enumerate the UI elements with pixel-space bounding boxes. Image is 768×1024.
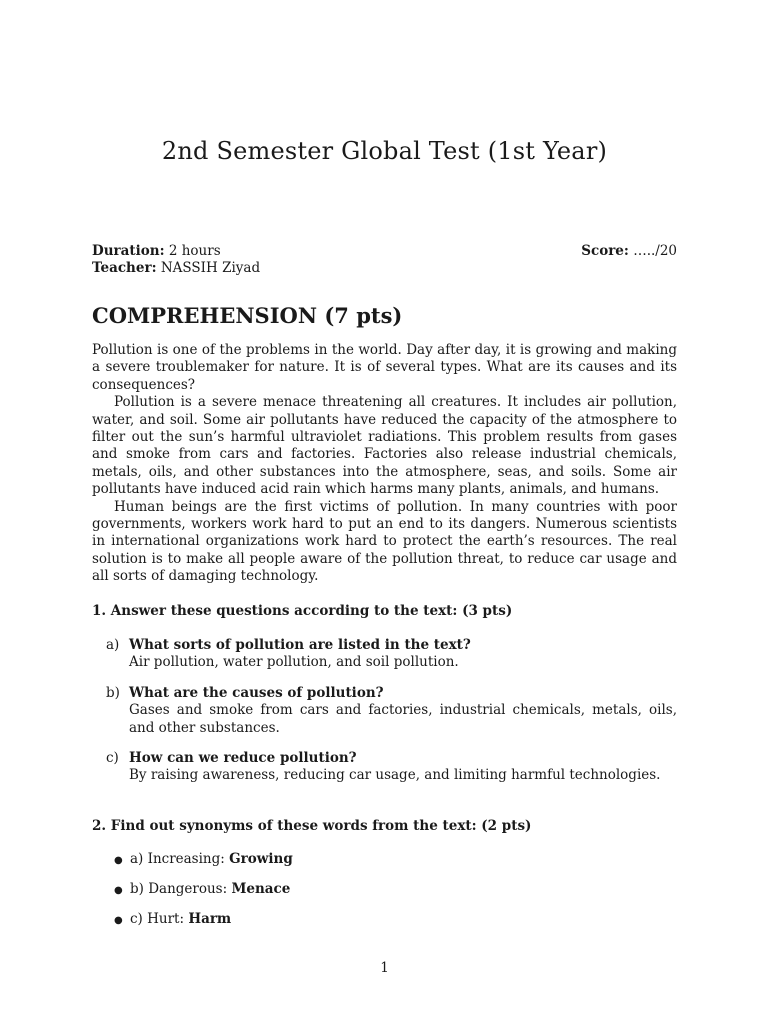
question-1c-answer: By raising awareness, reducing car usage, and limiting harmful technologies. [129,767,661,784]
score [581,243,677,260]
score-label: Score: [581,243,629,259]
synonym-b-answer: Menace [231,881,291,897]
exam-page [92,0,677,1024]
question-1c-body [129,750,677,785]
synonym-a-prompt: a) Increasing: [130,851,225,867]
page-number: 1 [380,960,389,976]
question-1a-answer: Air pollution, water pollution, and soil pollution. [129,654,459,671]
exam-title: 2nd Semester Global Test (1st Year) [161,137,608,165]
question-1b-body [129,685,677,737]
question-1b-answer: Gases and smoke from cars and factories, industrial chemicals, metals, oils, and other substances. [129,702,677,736]
question-1-heading: 1. Answer these questions according to the text: (3 pts) [92,603,513,619]
question-1c [106,750,677,785]
synonym-c-prompt: c) Hurt: [130,911,185,927]
teacher [92,260,260,277]
question-1a-letter: a) [106,637,120,653]
passage-paragraph-3: Human beings are the first victims of pollution. In many countries with poor governments, workers work hard to put an end to its dangers. Numerous scientists in international organizations work hard to protect the earth’s resources. The real solution is to make all people aware of the pollution threat, to reduce car usage and all sorts of damaging technology. [92,498,677,585]
question-2-heading: 2. Find out synonyms of these words from the text: (2 pts) [92,818,532,834]
question-1a-body [129,637,677,672]
synonym-a-answer: Growing [229,851,293,867]
reading-passage [92,342,677,586]
passage-paragraph-2: Pollution is a severe menace threatening all creatures. It includes air pollution, water, and soil. Some air pollutants have reduced the capacity of the atmosphere to filter out the sun’s harmful ultraviolet radiations. This problem results from gases and smoke from cars and factories. Factories also release industrial chemicals, metals, oils, and other substances into the atmosphere, seas, and soils. Some air pollutants have induced acid rain which harms many plants, animals, and humans. [92,394,677,498]
teacher-value: NASSIH Ziyad [160,260,261,276]
duration-label: Duration: [92,243,165,259]
teacher-label: Teacher: [92,260,157,276]
bullet-icon: ● [114,855,123,866]
passage-paragraph-1: Pollution is one of the problems in the world. Day after day, it is growing and making a severe troublemaker for nature. It is of several types. What are its causes and its consequences? [92,342,677,393]
synonym-item-a [114,851,293,869]
meta-row-duration-score [92,243,677,260]
question-1a-text: What sorts of pollution are listed in the text? [129,637,471,653]
score-value: …../20 [633,243,677,259]
synonym-item-b [114,881,290,899]
question-1c-letter: c) [106,750,119,766]
synonym-b-prompt: b) Dangerous: [130,881,228,897]
question-1b-text: What are the causes of pollution? [129,685,384,701]
bullet-icon: ● [114,885,123,896]
question-1a [106,637,677,672]
duration [92,243,221,260]
duration-value: 2 hours [168,243,221,259]
bullet-icon: ● [114,915,123,926]
question-1b [106,685,677,737]
question-1b-letter: b) [106,685,120,701]
exam-meta [92,243,677,277]
synonym-item-c [114,911,231,929]
synonym-c-answer: Harm [188,911,232,927]
meta-row-teacher [92,260,677,277]
section-title: COMPREHENSION (7 pts) [92,303,403,328]
question-1c-text: How can we reduce pollution? [129,750,357,766]
